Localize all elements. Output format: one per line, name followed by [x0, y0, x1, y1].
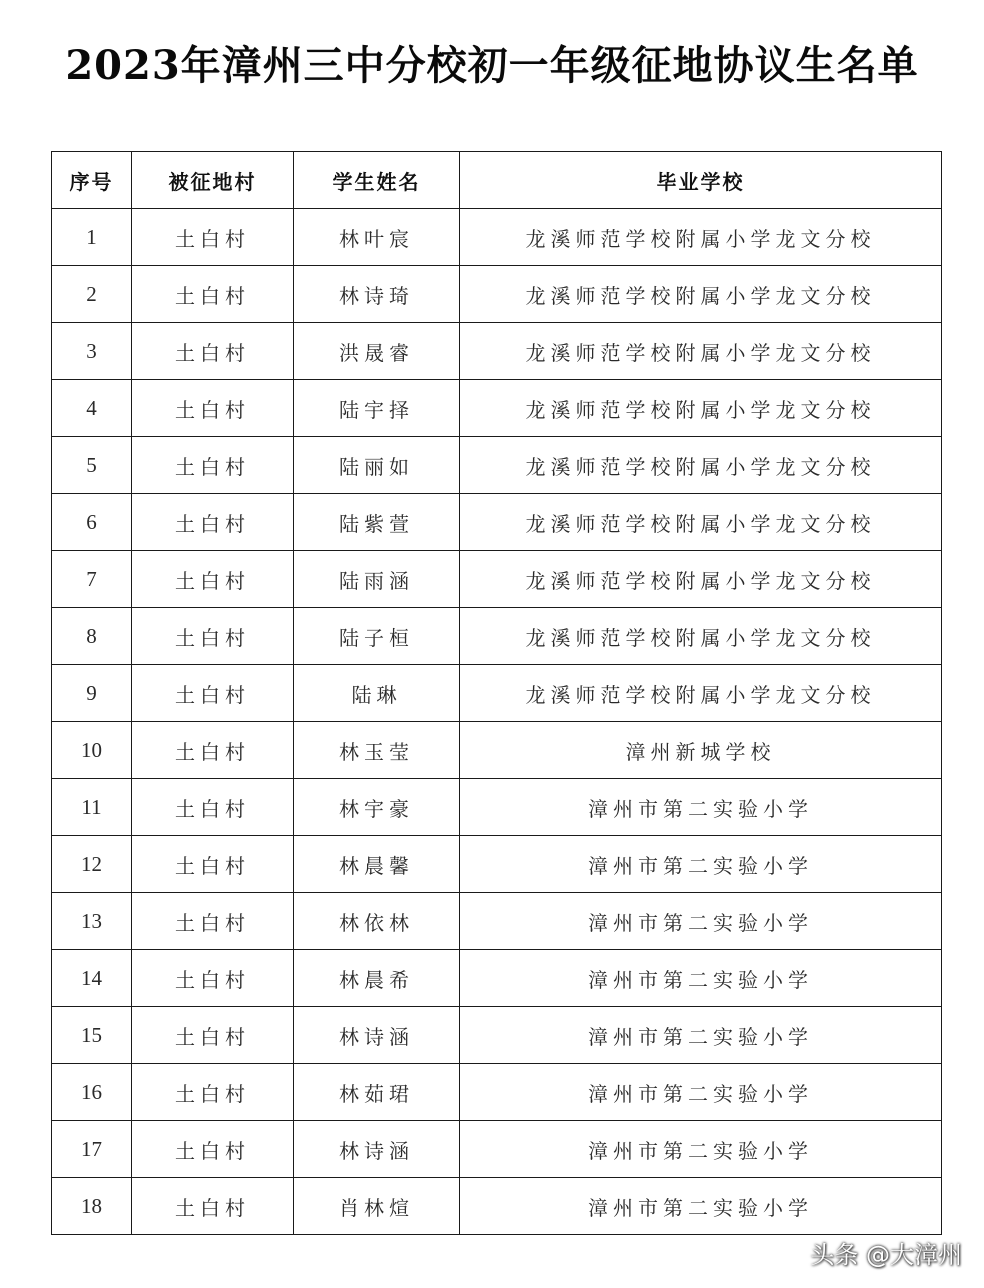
cell-graduate-school: 龙溪师范学校附属小学龙文分校: [460, 608, 942, 665]
watermark-text: 头条 @大漳州: [810, 1241, 962, 1269]
cell-village: 土白村: [132, 437, 294, 494]
cell-village: 土白村: [132, 1178, 294, 1235]
cell-serial-number: 2: [52, 266, 132, 323]
cell-student-name: 林诗涵: [294, 1007, 460, 1064]
cell-serial-number: 6: [52, 494, 132, 551]
cell-student-name: 陆琳: [294, 665, 460, 722]
table-row: [52, 266, 942, 323]
cell-graduate-school: 漳州新城学校: [460, 722, 942, 779]
cell-graduate-school: 龙溪师范学校附属小学龙文分校: [460, 551, 942, 608]
cell-village: 土白村: [132, 266, 294, 323]
cell-village: 土白村: [132, 608, 294, 665]
cell-village: 土白村: [132, 209, 294, 266]
cell-graduate-school: 漳州市第二实验小学: [460, 1121, 942, 1178]
table-row: [52, 323, 942, 380]
cell-graduate-school: 龙溪师范学校附属小学龙文分校: [460, 209, 942, 266]
cell-serial-number: 16: [52, 1064, 132, 1121]
cell-serial-number: 11: [52, 779, 132, 836]
cell-village: 土白村: [132, 950, 294, 1007]
cell-student-name: 林宇豪: [294, 779, 460, 836]
table-row: [52, 665, 942, 722]
cell-student-name: 肖林煊: [294, 1178, 460, 1235]
cell-graduate-school: 漳州市第二实验小学: [460, 893, 942, 950]
table-row: [52, 209, 942, 266]
cell-student-name: 陆丽如: [294, 437, 460, 494]
table-row: [52, 1064, 942, 1121]
page-title: 2023年漳州三中分校初一年级征地协议生名单: [65, 42, 919, 89]
header-graduate-school: 毕业学校: [460, 152, 942, 209]
cell-graduate-school: 龙溪师范学校附属小学龙文分校: [460, 437, 942, 494]
cell-student-name: 陆紫萱: [294, 494, 460, 551]
cell-student-name: 林玉莹: [294, 722, 460, 779]
cell-serial-number: 5: [52, 437, 132, 494]
cell-student-name: 洪晟睿: [294, 323, 460, 380]
cell-serial-number: 17: [52, 1121, 132, 1178]
cell-graduate-school: 龙溪师范学校附属小学龙文分校: [460, 494, 942, 551]
table-row: [52, 893, 942, 950]
cell-serial-number: 13: [52, 893, 132, 950]
cell-serial-number: 14: [52, 950, 132, 1007]
cell-graduate-school: 漳州市第二实验小学: [460, 836, 942, 893]
cell-serial-number: 10: [52, 722, 132, 779]
cell-student-name: 林诗涵: [294, 1121, 460, 1178]
cell-serial-number: 8: [52, 608, 132, 665]
cell-student-name: 陆宇择: [294, 380, 460, 437]
table-row: [52, 1121, 942, 1178]
cell-graduate-school: 漳州市第二实验小学: [460, 779, 942, 836]
header-student-name: 学生姓名: [294, 152, 460, 209]
table-row: [52, 950, 942, 1007]
table-row: [52, 494, 942, 551]
cell-student-name: 林茹珺: [294, 1064, 460, 1121]
cell-graduate-school: 龙溪师范学校附属小学龙文分校: [460, 380, 942, 437]
cell-village: 土白村: [132, 494, 294, 551]
cell-serial-number: 18: [52, 1178, 132, 1235]
cell-graduate-school: 龙溪师范学校附属小学龙文分校: [460, 323, 942, 380]
cell-graduate-school: 龙溪师范学校附属小学龙文分校: [460, 665, 942, 722]
cell-village: 土白村: [132, 836, 294, 893]
table-row: [52, 779, 942, 836]
cell-serial-number: 15: [52, 1007, 132, 1064]
cell-graduate-school: 漳州市第二实验小学: [460, 1178, 942, 1235]
student-list-table: [51, 151, 942, 1235]
cell-graduate-school: 漳州市第二实验小学: [460, 950, 942, 1007]
table-row: [52, 836, 942, 893]
cell-graduate-school: 漳州市第二实验小学: [460, 1064, 942, 1121]
cell-village: 土白村: [132, 323, 294, 380]
cell-village: 土白村: [132, 779, 294, 836]
cell-student-name: 林诗琦: [294, 266, 460, 323]
cell-student-name: 陆雨涵: [294, 551, 460, 608]
table-row: [52, 380, 942, 437]
cell-student-name: 林晨馨: [294, 836, 460, 893]
header-serial-number: 序号: [52, 152, 132, 209]
table-row: [52, 551, 942, 608]
cell-graduate-school: 龙溪师范学校附属小学龙文分校: [460, 266, 942, 323]
header-village: 被征地村: [132, 152, 294, 209]
table-row: [52, 1178, 942, 1235]
cell-student-name: 陆子桓: [294, 608, 460, 665]
cell-serial-number: 9: [52, 665, 132, 722]
cell-village: 土白村: [132, 1007, 294, 1064]
table-row: [52, 437, 942, 494]
table-row: [52, 608, 942, 665]
table-row: [52, 722, 942, 779]
cell-graduate-school: 漳州市第二实验小学: [460, 1007, 942, 1064]
cell-student-name: 林叶宸: [294, 209, 460, 266]
table-row: [52, 1007, 942, 1064]
cell-student-name: 林晨希: [294, 950, 460, 1007]
cell-village: 土白村: [132, 551, 294, 608]
cell-village: 土白村: [132, 1121, 294, 1178]
cell-serial-number: 7: [52, 551, 132, 608]
cell-village: 土白村: [132, 1064, 294, 1121]
cell-village: 土白村: [132, 380, 294, 437]
cell-serial-number: 12: [52, 836, 132, 893]
cell-serial-number: 4: [52, 380, 132, 437]
cell-serial-number: 1: [52, 209, 132, 266]
cell-village: 土白村: [132, 722, 294, 779]
table-header-row: [52, 152, 942, 209]
cell-village: 土白村: [132, 893, 294, 950]
cell-serial-number: 3: [52, 323, 132, 380]
table-body: [52, 209, 942, 1235]
cell-student-name: 林依林: [294, 893, 460, 950]
cell-village: 土白村: [132, 665, 294, 722]
